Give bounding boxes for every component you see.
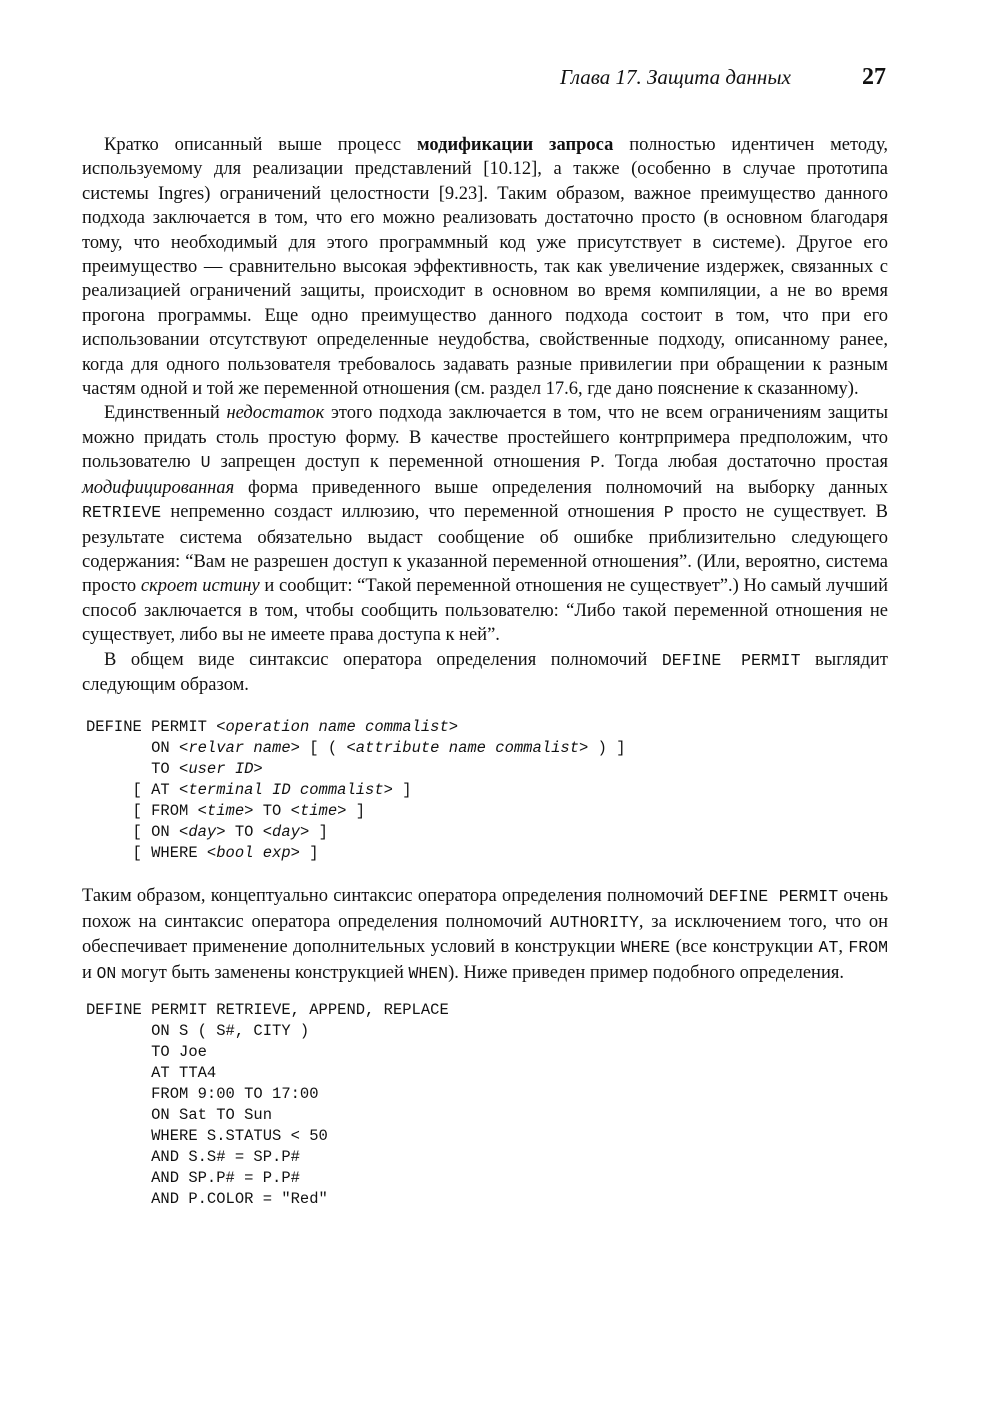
term-hide-truth: скроет истину <box>140 576 260 597</box>
code-define-permit: DEFINE PERMIT <box>708 887 839 907</box>
text-run: непременно создаст иллюзию, что переменной отношения <box>161 502 664 523</box>
text-run: и <box>82 962 97 983</box>
term-query-modification: модификации запроса <box>417 135 614 155</box>
code-authority: AUTHORITY <box>549 912 639 932</box>
text-run: могут быть заменены конструкцией <box>116 962 409 983</box>
code-at: AT <box>818 938 839 958</box>
chapter-title: Глава 17. Защита данных <box>560 65 791 89</box>
text-run: . Тогда любая достаточно простая <box>600 452 888 473</box>
paragraph-syntax-comparison <box>82 884 888 986</box>
text-run: (все конструкции <box>670 937 819 958</box>
text-run: очень похож на синтаксис оператора определения полномочий <box>82 886 889 932</box>
text-run: , <box>838 937 849 958</box>
example-code-block: DEFINE PERMIT RETRIEVE, APPEND, REPLACE ON S ( S#, CITY ) TO Joe AT TTA4 FROM 9:00 TO 17:00 ON Sat TO Sun WHERE S.STATUS < 50 AND S.S# = SP.P# AND SP.P# = P.P# AND P.COLOR = "Red" <box>86 1000 449 1208</box>
page-number: 27 <box>862 64 886 90</box>
text-run: просто не существует. В результате система обязательно выдаст сообщение об ошибке приблизительно следующего содержания: “Вам не разрешен доступ к указанной переменной отношения”. (Или, вероятно, система просто <box>82 502 889 597</box>
paragraph-syntax-intro <box>82 648 888 698</box>
text-run: Таким образом, концептуально синтаксис оператора определения полномочий <box>82 886 709 907</box>
code-where: WHERE <box>620 938 671 958</box>
text-run: ). Ниже приведен пример подобного определения. <box>448 962 844 983</box>
text-run: выглядит следующим образом. <box>82 649 888 695</box>
text-run: В общем виде синтаксис оператора определения полномочий <box>104 649 662 670</box>
code-when: WHEN <box>408 963 449 983</box>
code-retrieve: RETRIEVE <box>82 503 162 523</box>
code-from: FROM <box>848 938 888 958</box>
running-header <box>560 64 886 91</box>
text-run: Единственный <box>104 403 227 424</box>
code-relvar-p: P <box>590 453 601 473</box>
code-relvar-p: P <box>663 503 674 523</box>
term-disadvantage: недостаток <box>226 403 325 424</box>
text-run: Кратко описанный выше процесс <box>104 135 418 155</box>
text-run: этого подхода заключается в том, что не всем ограничениям защиты можно придать столь простую форму. В качестве простейшего контрпримера предположим, что пользователю <box>82 403 889 473</box>
text-run: запрещен доступ к переменной отношения <box>210 452 591 473</box>
paragraph-query-modification <box>82 133 888 401</box>
text-run: форма приведенного выше определения полномочий на выборку данных <box>234 477 888 498</box>
page-body <box>82 133 888 1210</box>
text-run: полностью идентичен методу, используемому для реализации представлений [10.12], а также (особенно в случае прототипа системы Ingres) ограничений целостности [9.23]. Таким образом, важное преимущество данного подхода заключается в том, что его можно реализовать достаточно просто (в основном благодаря тому, что необходимый для этого программный код уже присутствует в системе). Другое его преимущество — сравнительно высокая эффективность, так как увеличение издержек, связанных с реализацией ограничений защиты, происходит в основном во время компиляции, а не во время прогона программы. Еще одно преимущество данного подхода состоит в том, что при его использовании отсутствуют определенные неудобства, свойственные подходу, описанному ранее, когда для одного пользователя требовалось задавать разные привилегии при обращении к разным частям одной и той же переменной отношения (см. раздел 17.6, где дано пояснение к сказанному). <box>82 135 889 400</box>
text-run: и сообщит: “Такой переменной отношения не существует”.) Но самый лучший способ заключается в том, чтобы сообщить пользователю: “Либо такой переменной отношения не существует, либо вы не имеете права доступа к ней”. <box>82 576 888 646</box>
text-run: , за исключением того, что он обеспечивает применение дополнительных условий в конструкции <box>82 911 888 958</box>
code-on: ON <box>96 963 117 983</box>
code-define-permit: DEFINE PERMIT <box>661 650 801 670</box>
term-modified: модифицированная <box>82 477 235 498</box>
syntax-code-block: DEFINE PERMIT <operation name commalist> ON <relvar name> [ ( <attribute name commalist> ) ] TO <user ID> [ AT <terminal ID commalist> ] [ FROM <time> TO <time> ] [ ON <day> TO <day> ] [ WHERE <bool exp> ] <box>86 718 626 863</box>
code-user-u: U <box>200 453 211 473</box>
paragraph-disadvantage <box>82 401 888 647</box>
